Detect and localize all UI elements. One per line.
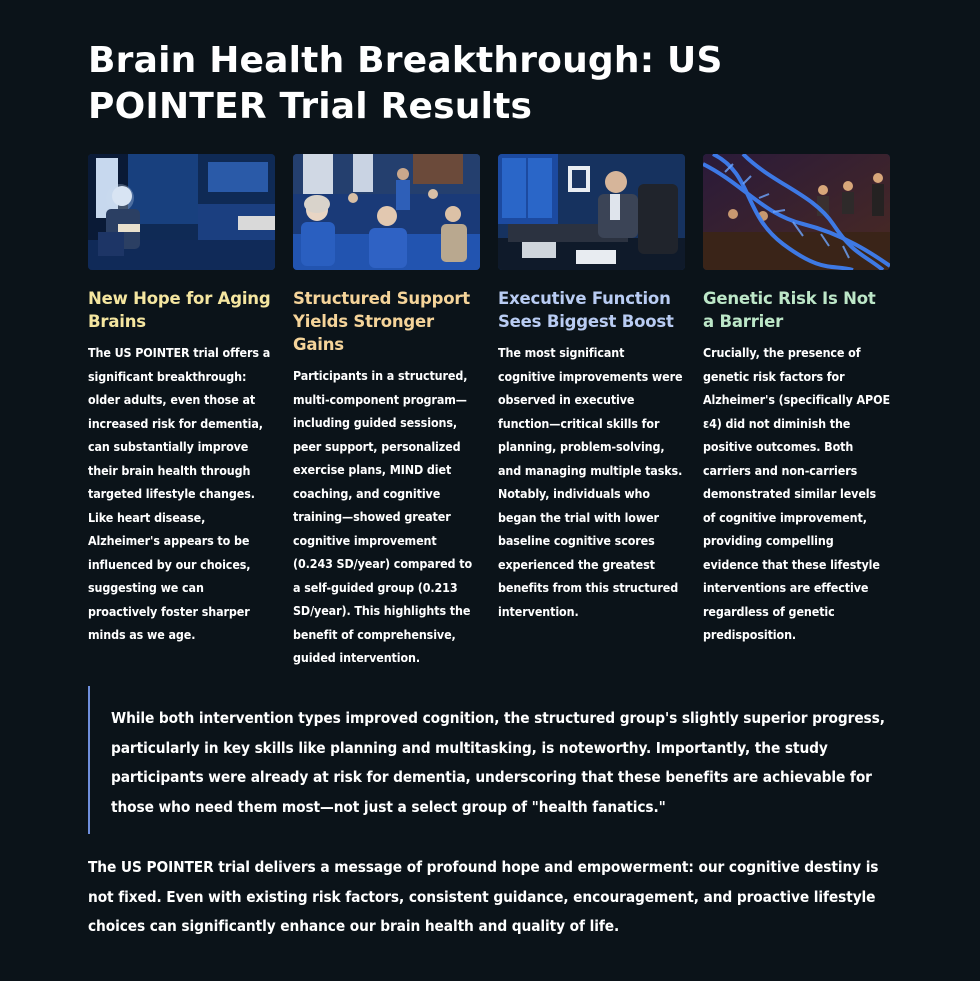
closing-paragraph: The US POINTER trial delivers a message of profound hope and empowerment: our cognitive destiny is not fixed. Even with existing risk factors, consistent guidance, encouragement, and proactive lifestyle choices can significantly enhance our brain health and quality of life. (88, 858, 879, 935)
column-heading: Executive Function Sees Biggest Boost (498, 289, 674, 331)
elderly-man-reading-image (88, 154, 275, 270)
group-of-seniors-image (293, 154, 480, 270)
pull-quote (88, 686, 888, 834)
column-body: The US POINTER trial offers a significant breakthrough: older adults, even those at increased risk for dementia, can substantially improve their brain health through targeted lifestyle changes. Like heart disease, Alzheimer's appears to be influenced by our choices, suggesting we can proactively foster sharper minds as we age. (88, 345, 271, 642)
feature-columns (88, 154, 892, 670)
feature-column (703, 154, 890, 670)
feature-column (88, 154, 275, 670)
man-at-desk-image (498, 154, 685, 270)
feature-column (498, 154, 685, 670)
column-body: Crucially, the presence of genetic risk factors for Alzheimer's (specifically APOE ε4) did not diminish the positive outcomes. Both carriers and non-carriers demonstrated similar levels of cognitive improvement, providing compelling evidence that these lifestyle interventions are effective regardless of genetic predisposition. (703, 345, 891, 642)
column-body: The most significant cognitive improvements were observed in executive function—critical skills for planning, problem-solving, and managing multiple tasks. Notably, individuals who began the trial with lower baseline cognitive scores experienced the greatest benefits from this structured intervention. (498, 345, 683, 619)
pull-quote-text: While both intervention types improved cognition, the structured group's slightly superior progress, particularly in key skills like planning and multitasking, is noteworthy. Importantly, the study participants were already at risk for dementia, underscoring that these benefits are achievable for those who need them most—not just a select group of "health fanatics." (111, 709, 885, 816)
column-heading: Structured Support Yields Stronger Gains (293, 289, 470, 354)
column-heading: New Hope for Aging Brains (88, 289, 271, 331)
column-heading: Genetic Risk Is Not a Barrier (703, 289, 876, 331)
dna-helix-image (703, 154, 890, 270)
feature-column (293, 154, 480, 670)
column-body: Participants in a structured, multi-component program—including guided sessions, peer support, personalized exercise plans, MIND diet coaching, and cognitive training—showed greater cognitive improvement (0.243 SD/year) compared to a self-guided group (0.213 SD/year). This highlights the benefit of comprehensive, guided intervention. (293, 368, 473, 665)
page-title: Brain Health Breakthrough: US POINTER Trial Results (88, 40, 723, 127)
